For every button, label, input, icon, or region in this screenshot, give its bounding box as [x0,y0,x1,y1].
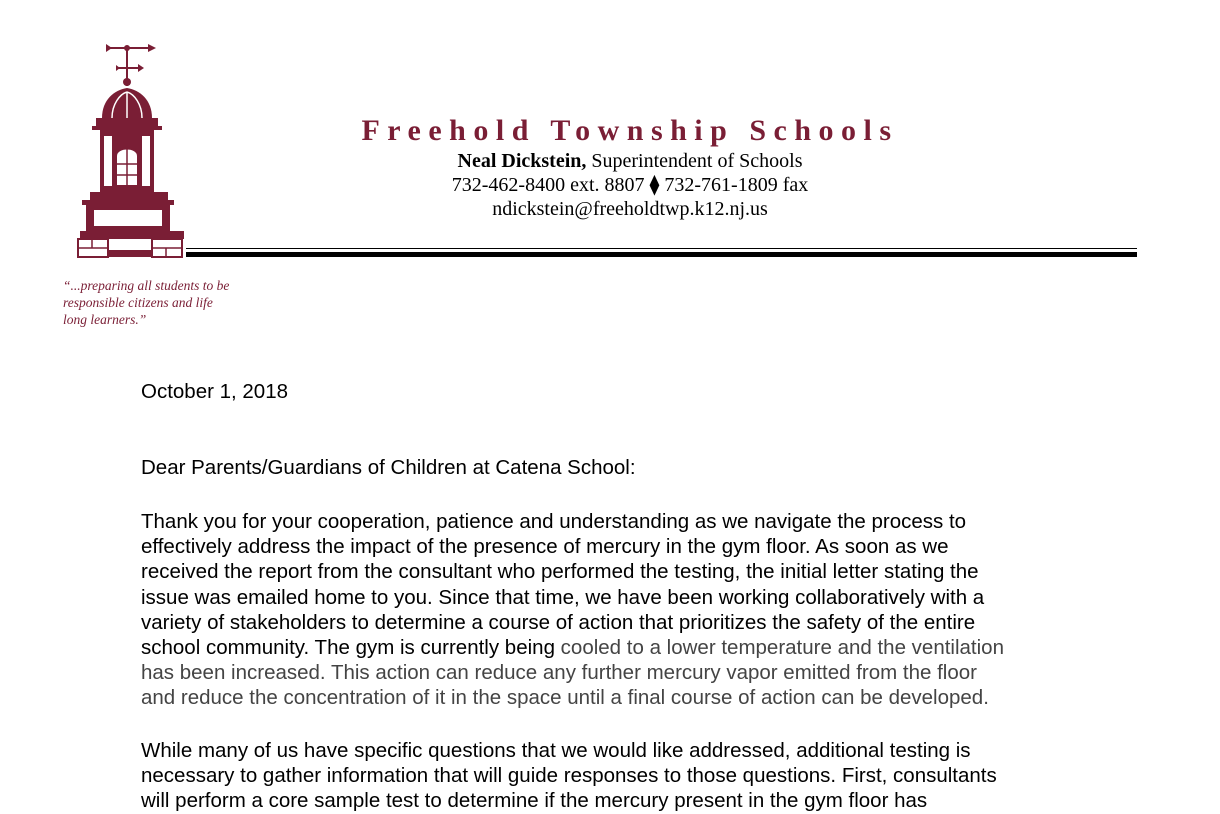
paragraph-line: While many of us have specific questions that we would like addressed, additional testing is [141,739,971,762]
paragraph-line: issue was emailed home to you. Since that time, we have been working collaboratively with a [141,585,985,609]
superintendent-title: Superintendent of Schools [591,150,803,172]
paragraph-line-segment: cooled to a lower temperature and the ventilation [560,636,1004,660]
motto-line: “...preparing all students to be [63,278,230,293]
school-motto [63,277,283,328]
motto-line: long learners.” [63,312,147,327]
superintendent-line [330,149,930,173]
letter-paragraph-1 [141,509,1091,711]
header-rule-thick [186,252,1137,257]
paragraph-line: Thank you for your cooperation, patience and understanding as we navigate the process to [141,510,967,533]
superintendent-name: Neal Dickstein, [457,150,587,172]
phone-line: 732-462-8400 ext. 8807 ⧫ 732-761-1809 fax [451,174,809,196]
paragraph-line: will perform a core sample test to determine if the mercury present in the gym floor has [141,789,928,813]
paragraph-line: effectively address the impact of the presence of mercury in the gym floor. As soon as we [141,535,949,559]
paragraph-line [141,635,1091,660]
paragraph-line: variety of stakeholders to determine a course of action that prioritizes the safety of the entire [141,610,976,634]
motto-line: responsible citizens and life [63,295,213,310]
paragraph-line: has been increased. This action can reduce any further mercury vapor emitted from the floor [141,661,977,685]
letterhead-contact [330,149,930,221]
letter-date: October 1, 2018 [141,380,289,403]
letter-salutation: Dear Parents/Guardians of Children at Catena School: [141,456,636,479]
paragraph-line: necessary to gather information that will guide responses to those questions. First, consultants [141,764,997,788]
paragraph-line: received the report from the consultant who performed the testing, the initial letter stating the [141,560,979,584]
school-name: Freehold Township Schools [361,114,899,147]
paragraph-line: and reduce the concentration of it in the space until a final course of action can be developed. [141,686,989,710]
cupola-logo [72,40,190,262]
header-rule-thin [186,248,1137,249]
letter-paragraph-2 [141,738,1091,814]
paragraph-line-segment: school community. The gym is currently being [141,636,561,660]
email-address: ndickstein@freeholdtwp.k12.nj.us [492,198,768,220]
